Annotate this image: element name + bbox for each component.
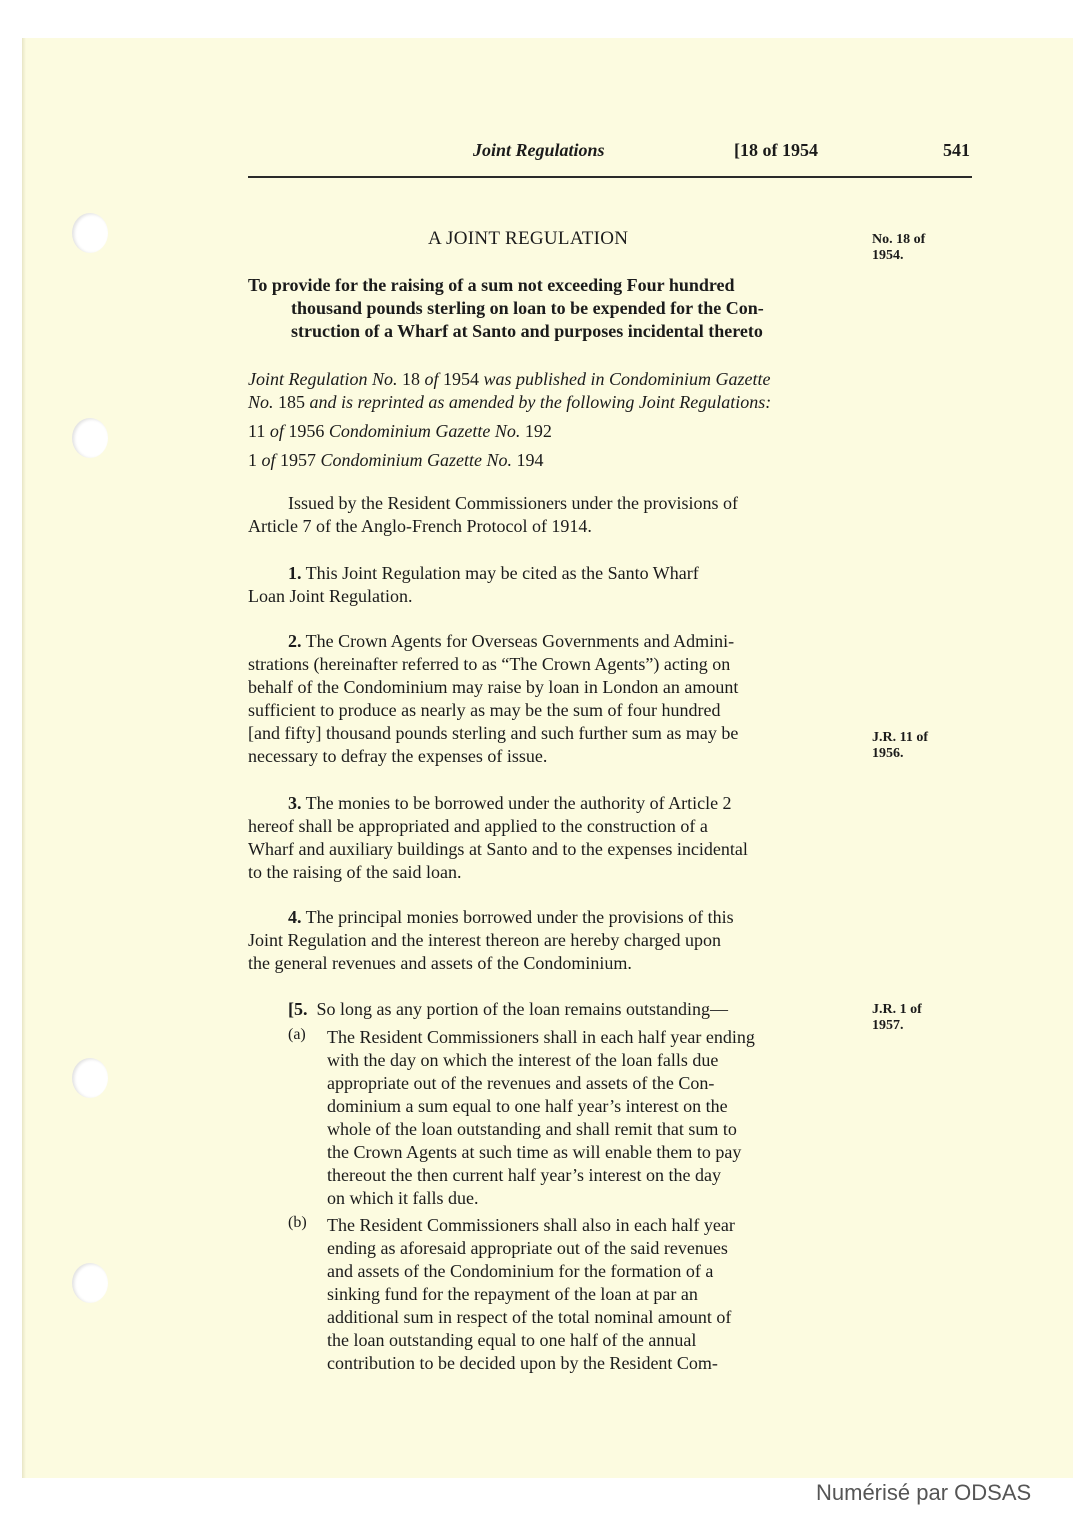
sub-paragraph-a: The Resident Commissioners shall in each half year ending with the day on which the interest of the loan falls due appropriate out of the revenues and assets of the Con- dominium a sum equal to one half year’s interest on the whole of the loan outstanding and shall remit that sum to the Crown Agents at such time as will enable them to pay thereout the then current half year’s interest on the day on which it falls due. [327, 1027, 755, 1208]
punch-hole [72, 1263, 108, 1303]
title-margin-note: No. 18 of 1954. [872, 232, 926, 263]
section-2: 2. The Crown Agents for Overseas Governments and Admini- strations (hereinafter referred to as “The Crown Agents”) acting on behalf of the Condominium may raise by loan in London an amount sufficient to produce as nearly as may be the sum of four hundred [and fifty] thousand pounds sterling and such further sum as may be necessary to defray the expenses of issue. [248, 631, 739, 766]
punch-hole [72, 213, 108, 253]
running-title: Joint Regulations [473, 140, 605, 160]
section-5-margin-note: J.R. 1 of 1957. [872, 1002, 922, 1033]
sub-paragraph-b-label: (b) [288, 1214, 307, 1231]
page-number: 541 [943, 140, 970, 160]
punch-hole [72, 1058, 108, 1098]
punch-hole [72, 418, 108, 458]
page-edge-shadow [22, 38, 26, 1478]
digitization-watermark: Numérisé par ODSAS [816, 1480, 1032, 1505]
long-title: To provide for the raising of a sum not exceeding Four hundred thousand pounds sterling on loan to be expended for the Con- struction of a Wharf at Santo and purposes incidental thereto [248, 275, 764, 341]
document-title: A JOINT REGULATION [428, 228, 629, 249]
section-1: 1. This Joint Regulation may be cited as the Santo Wharf Loan Joint Regulation. [248, 563, 699, 606]
section-2-margin-note: J.R. 11 of 1956. [872, 730, 928, 761]
header-rule [248, 176, 972, 178]
regulation-reference: [18 of 1954 [734, 140, 818, 160]
publication-note: Joint Regulation No. 18 of 1954 was published in Condominium Gazette No. 185 and is reprinted as amended by the following Joint Regulations: 11 of 1956 Condominium Gazette No. 192 1 of 1957 Condominium Gazette No. 194 [248, 369, 772, 470]
sub-paragraph-b: The Resident Commissioners shall also in each half year ending as aforesaid appropriate out of the said revenues and assets of the Condominium for the formation of a sinking fund for the repayment of the loan at par an additional sum in respect of the total nominal amount of the loan outstanding equal to one half of the annual contribution to be decided upon by the Resident Com- [327, 1215, 735, 1373]
section-3: 3. The monies to be borrowed under the authority of Article 2 hereof shall be appropriated and applied to the construction of a Wharf and auxiliary buildings at Santo and to the expenses incidental to the raising of the said loan. [248, 793, 748, 882]
sub-paragraph-a-label: (a) [288, 1026, 306, 1043]
section-5: [5. So long as any portion of the loan remains outstanding— [288, 999, 728, 1019]
section-4: 4. The principal monies borrowed under the provisions of this Joint Regulation and the interest thereon are hereby charged upon the general revenues and assets of the Condominium. [248, 907, 734, 973]
issued-by-paragraph: Issued by the Resident Commissioners under the provisions of Article 7 of the Anglo-French Protocol of 1914. [248, 493, 738, 536]
